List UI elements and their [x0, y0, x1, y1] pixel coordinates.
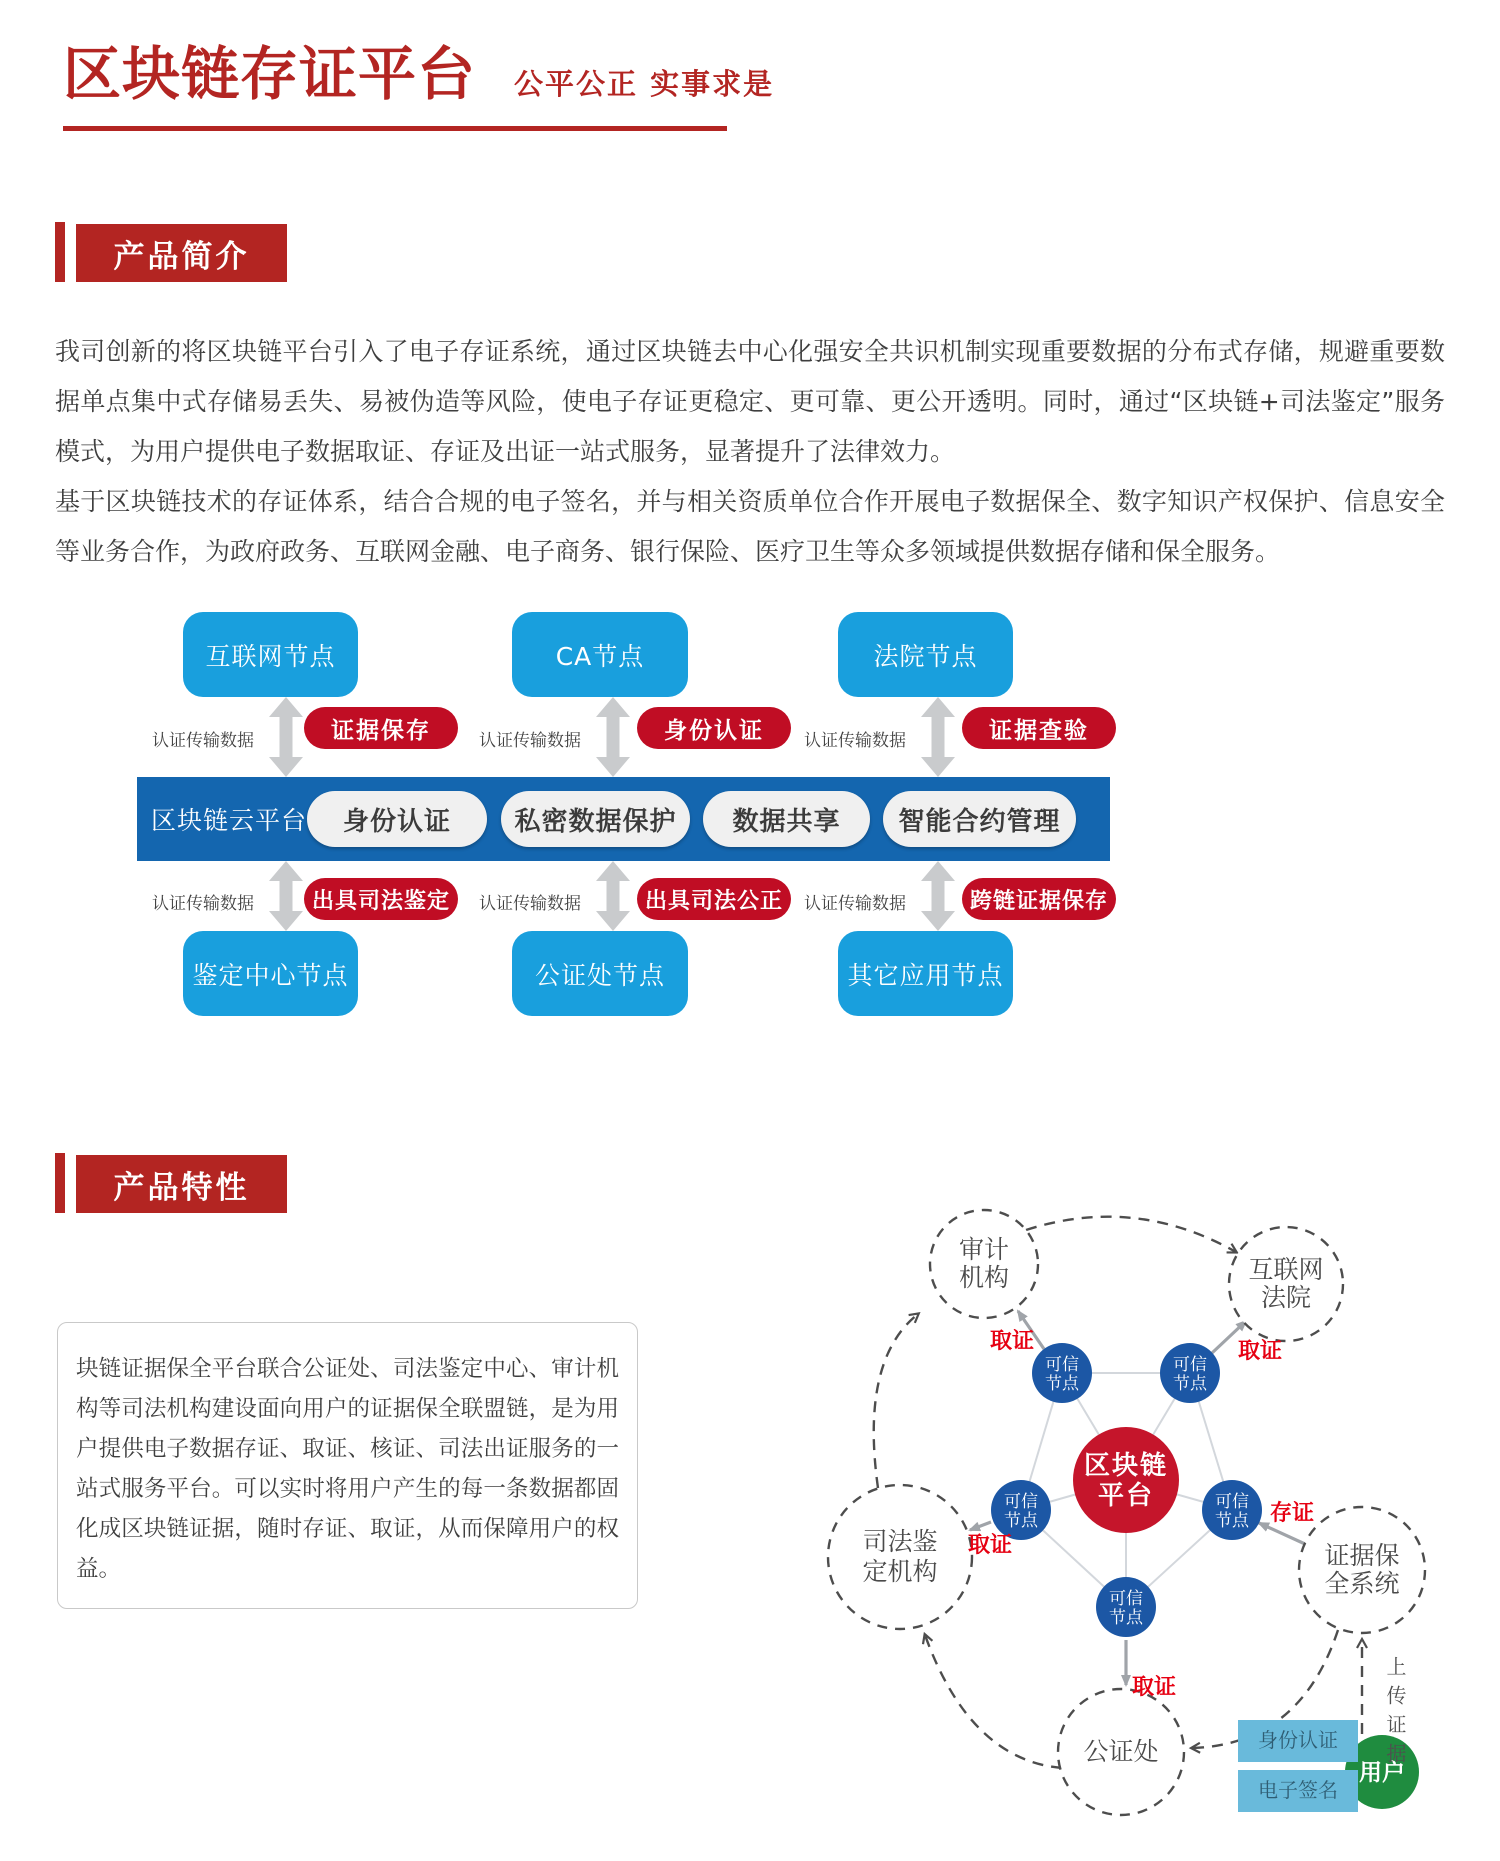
e-signature-label: 电子签名	[1258, 1778, 1338, 1802]
cloud-bar-label: 区块链云平台	[151, 806, 308, 835]
trusted-node-label: 可信	[1173, 1355, 1207, 1375]
user-label: 用户	[1359, 1760, 1405, 1786]
intro-section-title: 产品简介	[76, 224, 287, 282]
bar-pill-privacy: 私密数据保护	[501, 791, 690, 847]
double-arrow-icon	[921, 697, 955, 777]
link-label: 认证传输数据	[479, 894, 581, 914]
deposit-label: 存证	[1269, 1501, 1315, 1526]
node-internet: 互联网节点	[183, 612, 358, 697]
pill-evidence-save: 证据保存	[304, 707, 458, 749]
blockchain-platform-label: 区块链	[1083, 1451, 1169, 1481]
header	[63, 40, 774, 110]
features-section-title: 产品特性	[76, 1155, 287, 1213]
page-title: 区块链存证平台	[63, 40, 477, 108]
link-label: 认证传输数据	[804, 731, 906, 751]
bar-pill-identity: 身份认证	[307, 791, 487, 847]
internet-court-label: 法院	[1260, 1283, 1312, 1312]
trusted-node-label: 节点	[1045, 1374, 1079, 1394]
pill-notarization: 出具司法公正	[637, 878, 791, 920]
audit-agency-label: 机构	[958, 1263, 1010, 1292]
bar-pill-share: 数据共享	[703, 791, 870, 847]
features-section-bar	[55, 1153, 65, 1213]
audit-agency-label: 审计	[958, 1235, 1010, 1264]
judicial-center-label: 定机构	[862, 1557, 938, 1586]
internet-court-label: 互联网	[1248, 1255, 1324, 1284]
trusted-node-label: 可信	[1045, 1355, 1079, 1375]
double-arrow-icon	[596, 861, 630, 931]
judicial-center-label: 司法鉴	[862, 1527, 938, 1556]
trusted-node-label: 可信	[1004, 1492, 1038, 1512]
link-label: 认证传输数据	[152, 731, 254, 751]
evidence-system-label: 全系统	[1324, 1569, 1400, 1598]
identity-auth-label: 身份认证	[1258, 1728, 1338, 1752]
title-underline	[63, 126, 727, 131]
forensics-label: 取证	[1237, 1339, 1283, 1364]
features-box	[57, 1322, 638, 1609]
node-ca: CA节点	[512, 612, 688, 697]
trusted-node-label: 节点	[1004, 1511, 1038, 1531]
evidence-system-label: 证据保	[1324, 1541, 1400, 1570]
trusted-node-label: 节点	[1109, 1608, 1143, 1628]
trusted-node-label: 可信	[1215, 1492, 1249, 1512]
link-label: 认证传输数据	[804, 894, 906, 914]
alliance-chain-diagram	[670, 1200, 1460, 1861]
node-other-apps: 其它应用节点	[838, 931, 1013, 1016]
double-arrow-icon	[921, 861, 955, 931]
intro-paragraph-2: 基于区块链技术的存证体系，结合合规的电子签名，并与相关资质单位合作开展电子数据保全、数字知识产权保护、信息安全等业务合作，为政府政务、互联网金融、电子商务、银行保险、医疗卫生等众多领域提供数据存储和保全服务。	[55, 487, 1445, 566]
page-subtitle: 公平公正 实事求是	[514, 66, 775, 101]
link-label: 认证传输数据	[152, 894, 254, 914]
blockchain-platform-label: 平台	[1097, 1481, 1155, 1511]
intro-paragraphs	[55, 327, 1445, 577]
pill-identity-auth: 身份认证	[637, 707, 791, 749]
notary-label: 公证处	[1083, 1737, 1159, 1766]
intro-section-bar	[55, 222, 65, 282]
upload-evidence-label: 上传证据	[1383, 1656, 1407, 1772]
trusted-node-label: 可信	[1109, 1589, 1143, 1609]
pill-evidence-check: 证据查验	[962, 707, 1116, 749]
node-notary-office: 公证处节点	[512, 931, 688, 1016]
double-arrow-icon	[269, 861, 303, 931]
forensics-label: 取证	[989, 1329, 1035, 1354]
pill-judicial-appraisal: 出具司法鉴定	[304, 878, 458, 920]
node-appraisal-center: 鉴定中心节点	[183, 931, 358, 1016]
trusted-node-label: 节点	[1173, 1374, 1207, 1394]
trusted-node-label: 节点	[1215, 1511, 1249, 1531]
double-arrow-icon	[269, 697, 303, 777]
features-body: 块链证据保全平台联合公证处、司法鉴定中心、审计机构等司法机构建设面向用户的证据保全联盟链，是为用户提供电子数据存证、取证、核证、司法出证服务的一站式服务平台。可以实时将用户产生的每一条数据都固化成区块链证据，随时存证、取证，从而保障用户的权益。	[76, 1356, 619, 1582]
forensics-label: 取证	[967, 1533, 1013, 1558]
intro-paragraph-1: 我司创新的将区块链平台引入了电子存证系统，通过区块链去中心化强安全共识机制实现重要数据的分布式存储，规避重要数据单点集中式存储易丢失、易被伪造等风险，使电子存证更稳定、更可靠、更公开透明。同时，通过“区块链+司法鉴定”服务模式，为用户提供电子数据取证、存证及出证一站式服务，显著提升了法律效力。	[55, 337, 1445, 466]
forensics-label: 取证	[1131, 1675, 1177, 1700]
link-label: 认证传输数据	[479, 731, 581, 751]
bar-pill-contract: 智能合约管理	[883, 791, 1076, 847]
pill-crosschain-save: 跨链证据保存	[962, 878, 1116, 920]
node-court: 法院节点	[838, 612, 1013, 697]
double-arrow-icon	[596, 697, 630, 777]
